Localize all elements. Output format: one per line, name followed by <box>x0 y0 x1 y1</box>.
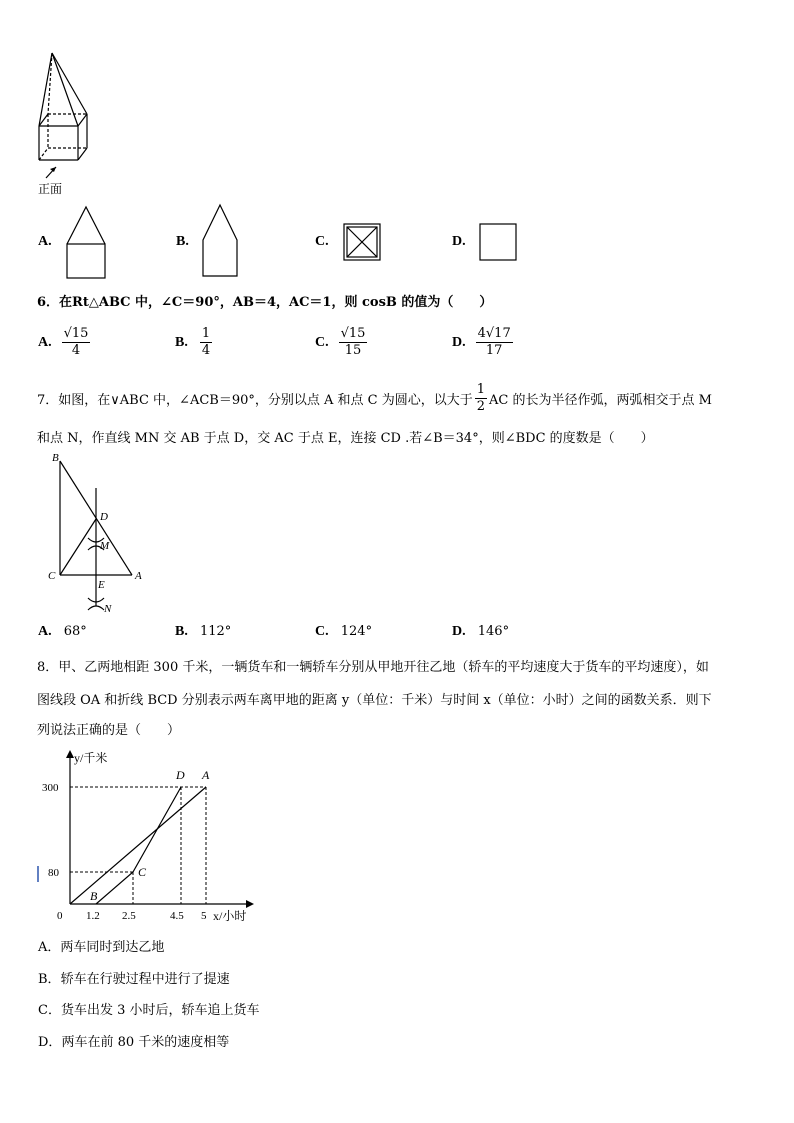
q7-stem-line2: 和点 N，作直线 MN 交 AB 于点 D，交 AC 于点 E，连接 CD .若∠B＝34°，则∠BDC 的度数是（ ） <box>37 431 654 446</box>
q6-option-a-num: √15 <box>63 326 89 341</box>
q6-option-b-den: 4 <box>201 343 211 358</box>
q6-option-a-den: 4 <box>71 343 81 358</box>
q7-label-d: D <box>100 511 108 523</box>
q6-option-d-den: 17 <box>485 343 503 358</box>
q5-option-c-label: C. <box>315 234 329 249</box>
q7-option-a-label: A. <box>38 624 52 639</box>
q8-option-d-label: D． <box>38 1035 62 1050</box>
q7-label-c: C <box>48 570 56 582</box>
q8-x-axis-label: x/小时 <box>213 909 247 923</box>
q7-triangle-figure <box>44 448 154 618</box>
q8-option-a <box>38 936 164 955</box>
q8-option-a-label: A． <box>38 940 61 955</box>
front-label: 正面 <box>38 182 63 196</box>
q8-option-a-text: 两车同时到达乙地 <box>60 940 165 955</box>
q6-option-a-label: A. <box>38 334 52 350</box>
q6-option-d-num: 4√17 <box>477 326 511 341</box>
q8-y-axis-arrow <box>66 750 74 758</box>
q6-option-d <box>452 326 513 359</box>
q8-option-c-label: C． <box>38 1003 61 1018</box>
q7-frac-den: 2 <box>476 399 486 414</box>
q7-option-c <box>315 624 372 640</box>
q8-option-d <box>38 1031 229 1050</box>
q6-option-c-num: √15 <box>340 326 366 341</box>
q7-label-m: M <box>100 540 110 552</box>
q8-point-d: D <box>176 768 185 782</box>
q7-option-b-text: 112° <box>199 624 232 639</box>
q8-option-b <box>38 968 230 987</box>
q7-option-d <box>452 624 509 640</box>
q8-point-a: A <box>202 768 210 782</box>
q6-option-d-fraction <box>476 326 513 359</box>
q6-option-b-label: B. <box>175 334 188 350</box>
q8-x-tick-1-2: 1.2 <box>86 910 100 922</box>
q7-label-e: E <box>98 579 105 591</box>
q8-y-axis-label: y/千米 <box>74 751 108 765</box>
q7-stem-b: AC 的长为半径作弧，两弧相交于点 M <box>489 393 712 408</box>
q8-x-axis-arrow <box>246 900 254 908</box>
q6-option-a <box>38 326 90 359</box>
q8-option-c-text: 货车出发 3 小时后，轿车追上货车 <box>60 1003 260 1018</box>
q7-option-b-label: B. <box>175 624 188 639</box>
q7-option-c-label: C. <box>315 624 329 639</box>
q5-option-b-figure <box>200 202 242 280</box>
q5-option-a-label: A. <box>38 234 52 249</box>
q8-x-tick-5: 5 <box>201 910 207 922</box>
q8-stem-line1: 8．甲、乙两地相距 300 千米，一辆货车和一辆轿车分别从甲地开往乙地（轿车的平均速度大于货车的平均速度），如 <box>37 660 709 675</box>
q7-half-fraction <box>475 382 487 415</box>
q8-option-c <box>38 999 260 1018</box>
q7-option-d-label: D. <box>452 624 466 639</box>
q5-option-c-figure <box>342 222 382 262</box>
q8-option-b-label: B． <box>38 972 61 987</box>
q8-x-tick-4-5: 4.5 <box>170 910 184 922</box>
q7-stem-line1 <box>37 382 712 415</box>
q8-option-d-text: 两车在前 80 千米的速度相等 <box>61 1035 230 1050</box>
q8-x-tick-0: 0 <box>57 910 63 922</box>
q6-option-c-fraction <box>339 326 368 359</box>
q6-option-d-label: D. <box>452 334 466 350</box>
q7-stem-a: 7．如图，在∨ABC 中，∠ACB＝90°，分别以点 A 和点 C 为圆心，以大于 <box>37 393 473 408</box>
q6-option-b-num: 1 <box>201 326 211 341</box>
q7-option-a <box>38 624 87 640</box>
q7-label-a: A <box>135 570 142 582</box>
q8-segment-oa <box>70 787 206 904</box>
q8-stem-line2: 图线段 OA 和折线 BCD 分别表示两车离甲地的距离 y（单位：千米）与时间 x（单位：小时）之间的函数关系．则下 <box>37 693 712 708</box>
q5-option-d-label: D. <box>452 234 466 249</box>
q7-frac-num: 1 <box>476 382 486 397</box>
q6-option-b-fraction <box>200 326 212 359</box>
q6-option-b <box>175 326 212 359</box>
q8-y-tick-300: 300 <box>42 782 59 794</box>
q6-stem: 6．在Rt△ABC 中，∠C＝90°，AB＝4，AC＝1，则 cosB 的值为（ ） <box>37 295 493 310</box>
q5-option-a-figure <box>64 204 110 280</box>
q7-segment-cd <box>60 519 96 575</box>
q8-x-tick-2-5: 2.5 <box>122 910 136 922</box>
q6-option-c-label: C. <box>315 334 329 350</box>
q8-point-b: B <box>90 889 98 903</box>
q6-option-a-fraction <box>62 326 91 359</box>
q7-label-n: N <box>104 603 112 615</box>
q8-distance-time-graph <box>36 744 296 928</box>
q7-option-d-text: 146° <box>477 624 510 639</box>
q8-stem-line3: 列说法正确的是（ ） <box>37 723 181 738</box>
q6-option-c <box>315 326 367 359</box>
q7-option-c-text: 124° <box>340 624 373 639</box>
q6-option-c-den: 15 <box>344 343 362 358</box>
q8-option-b-text: 轿车在行驶过程中进行了提速 <box>60 972 230 987</box>
q7-option-b <box>175 624 231 640</box>
q5-option-d-figure <box>478 222 518 262</box>
q8-y-tick-80: 80 <box>48 867 59 879</box>
q7-label-b: B <box>52 452 59 464</box>
q8-point-c: C <box>138 865 147 879</box>
q5-option-b-label: B. <box>176 234 189 249</box>
solid-figure <box>30 48 100 198</box>
q7-option-a-text: 68° <box>63 624 87 639</box>
